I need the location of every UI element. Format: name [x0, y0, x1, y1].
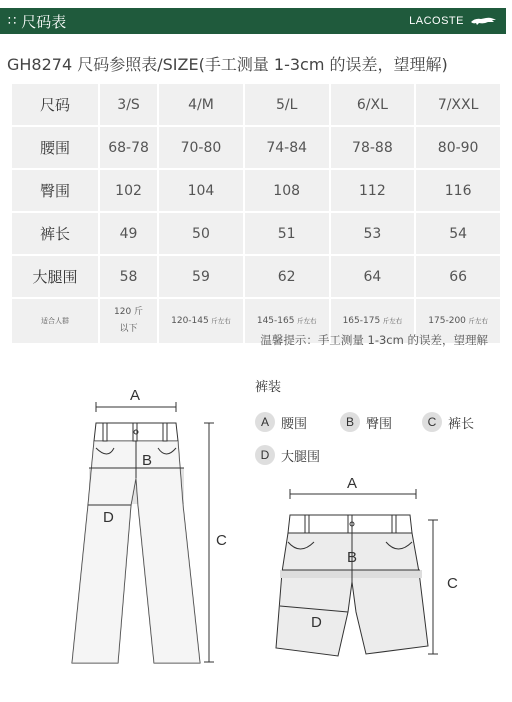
table-cell: 108	[245, 170, 329, 211]
table-cell: 78-88	[331, 127, 415, 168]
fit-value: 165-175	[342, 315, 381, 326]
long-pants-c-dimension	[204, 423, 214, 662]
size-header-cell: 7/XXL	[416, 84, 500, 125]
row-header-cell: 臀围	[12, 170, 98, 211]
fit-extra: 以下	[119, 324, 138, 334]
legend-item	[422, 412, 474, 432]
legend-label: 腰围	[281, 416, 308, 432]
row-header-cell: 适合人群	[12, 299, 98, 343]
fit-unit: 斤左右	[468, 316, 488, 325]
legend-badge: D	[255, 445, 275, 465]
table-cell: 116	[416, 170, 500, 211]
table-cell: 59	[159, 256, 243, 297]
shorts-c-dimension	[428, 520, 438, 654]
size-header-cell: 4/M	[159, 84, 243, 125]
fit-value: 175-200	[428, 315, 466, 326]
table-cell: 49	[100, 213, 157, 254]
table-cell: 70-80	[159, 127, 243, 168]
long-pants-label-c: C	[216, 532, 227, 549]
table-cell: 50	[159, 213, 243, 254]
legend-item	[255, 412, 307, 432]
size-header-cell: 3/S	[100, 84, 157, 125]
measurement-note: 温馨提示：手工测量 1-3cm 的误差，望理解	[260, 333, 488, 347]
fit-value: 145-165	[256, 315, 295, 326]
row-header-cell: 腰围	[12, 127, 98, 168]
size-header-cell: 6/XL	[331, 84, 415, 125]
header-title: 尺码表	[21, 12, 67, 31]
table-cell: 102	[100, 170, 157, 211]
row-header-cell: 裤长	[12, 213, 98, 254]
legend-label: 臀围	[366, 416, 393, 432]
table-cell: 104	[159, 170, 243, 211]
legend-badge: B	[340, 412, 360, 432]
table-cell: 51	[245, 213, 329, 254]
table-cell: 54	[416, 213, 500, 254]
shorts-label-d: D	[311, 614, 322, 631]
table-cell: 80-90	[416, 127, 500, 168]
fit-unit: 斤左右	[211, 316, 231, 325]
size-header-cell: 5/L	[245, 84, 329, 125]
fit-unit: 斤左右	[382, 316, 403, 325]
legend-label: 大腿围	[281, 449, 321, 465]
shorts-drawing	[276, 515, 428, 656]
fit-unit: 斤左右	[297, 316, 317, 325]
table-cell: 53	[331, 213, 415, 254]
table-cell: 68-78	[100, 127, 157, 168]
long-pants-drawing	[72, 423, 200, 663]
row-header-cell: 大腿围	[12, 256, 98, 297]
shorts-label-a: A	[347, 475, 358, 492]
table-cell: 62	[245, 256, 329, 297]
long-pants-label-d: D	[103, 509, 114, 526]
legend-badge: C	[422, 412, 442, 432]
legend-label: 裤长	[448, 416, 475, 432]
brand-name: LACOSTE	[409, 15, 464, 27]
size-chart-heading: GH8274 尺码参照表/SIZE(手工测量 1-3cm 的误差，望理解)	[7, 55, 448, 74]
table-cell: 112	[331, 170, 415, 211]
row-header-cell: 尺码	[12, 84, 98, 125]
table-cell: 58	[100, 256, 157, 297]
long-pants-label-b: B	[142, 452, 153, 469]
shorts-label-c: C	[447, 575, 458, 592]
legend-badge: A	[255, 412, 275, 432]
table-cell: 64	[331, 256, 415, 297]
legend-title: 裤装	[255, 380, 282, 395]
fit-value: 120 斤	[114, 307, 144, 317]
grip-dots-icon: ∷	[8, 13, 16, 29]
table-cell: 74-84	[245, 127, 329, 168]
shorts-label-b: B	[347, 549, 358, 566]
fit-value: 120-145	[171, 315, 209, 326]
legend-item	[255, 445, 320, 465]
table-cell: 66	[416, 256, 500, 297]
legend-item	[340, 412, 392, 432]
long-pants-label-a: A	[130, 387, 141, 404]
